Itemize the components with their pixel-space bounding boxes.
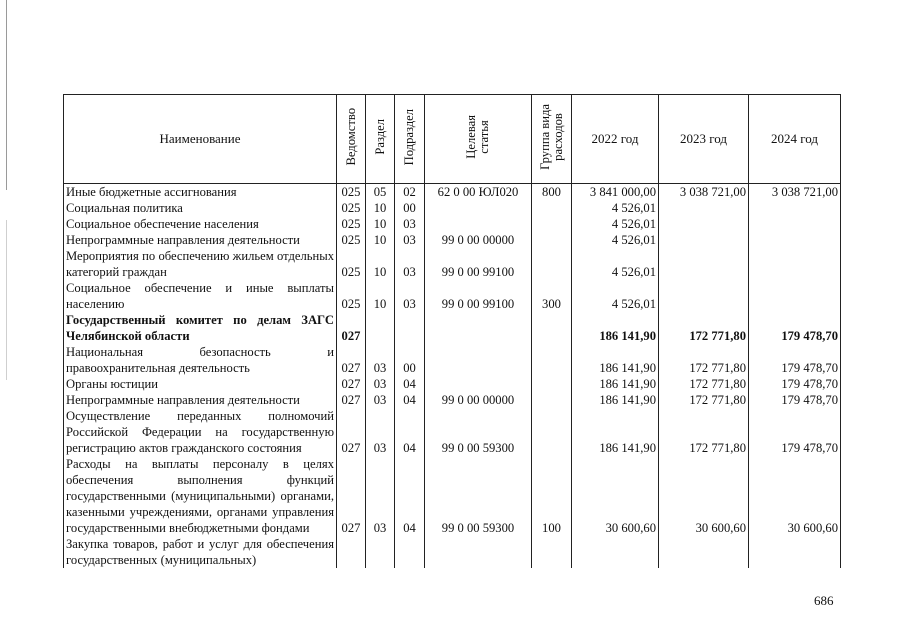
scan-edge-line	[6, 220, 7, 380]
row-2022: 4 526,01	[572, 280, 659, 312]
row-name: Закупка товаров, работ и услуг для обеспечения государственных (муниципальных)	[64, 536, 337, 568]
row-2022: 186 141,90	[572, 344, 659, 376]
row-target	[425, 312, 532, 344]
row-group	[532, 232, 572, 248]
row-subsection: 00	[395, 344, 425, 376]
row-2022: 4 526,01	[572, 200, 659, 216]
header-group: Группа вида расходов	[532, 95, 572, 184]
row-2022: 186 141,90	[572, 312, 659, 344]
row-name: Органы юстиции	[64, 376, 337, 392]
row-group: 300	[532, 280, 572, 312]
row-dept: 027	[337, 344, 366, 376]
row-dept	[337, 536, 366, 568]
row-2023: 172 771,80	[659, 376, 749, 392]
row-name: Расходы на выплаты персоналу в целях обеспечения выполнения функций государственными (муниципальными) органами, казенными учреждениями, органами управления государственными внебюджетными фондами	[64, 456, 337, 536]
row-2024	[749, 216, 841, 232]
row-section: 10	[366, 232, 395, 248]
row-subsection: 04	[395, 376, 425, 392]
row-target: 99 0 00 59300	[425, 456, 532, 536]
row-target	[425, 216, 532, 232]
page-number: 686	[814, 593, 834, 608]
row-2024: 179 478,70	[749, 376, 841, 392]
row-name: Социальное обеспечение и иные выплаты населению	[64, 280, 337, 312]
table-row	[64, 344, 841, 376]
row-target: 62 0 00 ЮЛ020	[425, 184, 532, 201]
row-target: 99 0 00 00000	[425, 232, 532, 248]
row-name: Социальная политика	[64, 200, 337, 216]
table-row	[64, 392, 841, 408]
header-year-2023: 2023 год	[659, 95, 749, 184]
row-dept: 025	[337, 248, 366, 280]
row-2022: 4 526,01	[572, 248, 659, 280]
header-dept: Ведомство	[337, 95, 366, 184]
table-row	[64, 536, 841, 568]
row-2024: 30 600,60	[749, 456, 841, 536]
row-2022: 3 841 000,00	[572, 184, 659, 201]
row-section: 03	[366, 344, 395, 376]
table-row	[64, 312, 841, 344]
row-group	[532, 392, 572, 408]
table-row	[64, 248, 841, 280]
row-section	[366, 536, 395, 568]
row-name: Социальное обеспечение населения	[64, 216, 337, 232]
row-2024: 3 038 721,00	[749, 184, 841, 201]
row-2024	[749, 200, 841, 216]
table-body	[64, 184, 841, 569]
table-row	[64, 408, 841, 456]
row-group	[532, 408, 572, 456]
row-2023: 30 600,60	[659, 456, 749, 536]
row-2024: 179 478,70	[749, 312, 841, 344]
row-section: 03	[366, 376, 395, 392]
row-2024	[749, 232, 841, 248]
row-section: 03	[366, 392, 395, 408]
row-dept: 025	[337, 200, 366, 216]
row-2023: 172 771,80	[659, 408, 749, 456]
row-2023	[659, 248, 749, 280]
table-header-row	[64, 95, 841, 184]
table-row	[64, 280, 841, 312]
row-section	[366, 312, 395, 344]
row-dept: 025	[337, 184, 366, 201]
row-2023	[659, 200, 749, 216]
row-2023: 172 771,80	[659, 392, 749, 408]
row-2024	[749, 248, 841, 280]
row-2024	[749, 536, 841, 568]
row-target	[425, 376, 532, 392]
row-2024: 179 478,70	[749, 392, 841, 408]
row-target: 99 0 00 59300	[425, 408, 532, 456]
row-name: Иные бюджетные ассигнования	[64, 184, 337, 201]
row-subsection: 04	[395, 456, 425, 536]
row-dept: 027	[337, 456, 366, 536]
row-2023	[659, 536, 749, 568]
row-2022: 186 141,90	[572, 408, 659, 456]
row-name: Непрограммные направления деятельности	[64, 392, 337, 408]
row-2023: 172 771,80	[659, 312, 749, 344]
row-name: Национальная безопасность и правоохранительная деятельность	[64, 344, 337, 376]
header-year-2022: 2022 год	[572, 95, 659, 184]
row-2023	[659, 280, 749, 312]
row-section: 10	[366, 200, 395, 216]
row-dept: 027	[337, 376, 366, 392]
table-row	[64, 456, 841, 536]
row-group	[532, 312, 572, 344]
row-group	[532, 200, 572, 216]
table-row	[64, 376, 841, 392]
row-group	[532, 536, 572, 568]
row-subsection: 00	[395, 200, 425, 216]
row-dept: 025	[337, 216, 366, 232]
row-subsection: 03	[395, 280, 425, 312]
row-2023	[659, 232, 749, 248]
table-row	[64, 232, 841, 248]
row-2023	[659, 216, 749, 232]
row-subsection: 04	[395, 408, 425, 456]
row-group	[532, 216, 572, 232]
row-2022	[572, 536, 659, 568]
row-name: Мероприятия по обеспечению жильем отдельных категорий граждан	[64, 248, 337, 280]
row-target: 99 0 00 00000	[425, 392, 532, 408]
budget-table	[63, 94, 841, 568]
row-name: Осуществление переданных полномочий Российской Федерации на государственную регистрацию актов гражданского состояния	[64, 408, 337, 456]
row-subsection: 04	[395, 392, 425, 408]
row-section: 10	[366, 280, 395, 312]
row-group	[532, 376, 572, 392]
row-2024: 179 478,70	[749, 408, 841, 456]
row-section: 10	[366, 216, 395, 232]
row-target: 99 0 00 99100	[425, 280, 532, 312]
row-dept: 025	[337, 280, 366, 312]
row-subsection: 03	[395, 248, 425, 280]
row-section: 10	[366, 248, 395, 280]
header-target: Целевая статья	[425, 95, 532, 184]
row-target	[425, 344, 532, 376]
table-row	[64, 184, 841, 201]
header-section: Раздел	[366, 95, 395, 184]
row-group: 800	[532, 184, 572, 201]
row-2022: 30 600,60	[572, 456, 659, 536]
row-2023: 172 771,80	[659, 344, 749, 376]
row-2024: 179 478,70	[749, 344, 841, 376]
row-group	[532, 248, 572, 280]
row-dept: 027	[337, 408, 366, 456]
row-target	[425, 200, 532, 216]
row-2023: 3 038 721,00	[659, 184, 749, 201]
table-row	[64, 216, 841, 232]
row-2022: 186 141,90	[572, 376, 659, 392]
header-subsection: Подраздел	[395, 95, 425, 184]
row-dept: 027	[337, 392, 366, 408]
row-group	[532, 344, 572, 376]
row-target: 99 0 00 99100	[425, 248, 532, 280]
row-target	[425, 536, 532, 568]
row-subsection: 03	[395, 232, 425, 248]
header-name: Наименование	[64, 95, 337, 184]
scan-edge-line	[6, 0, 7, 190]
row-subsection: 02	[395, 184, 425, 201]
row-dept: 027	[337, 312, 366, 344]
row-2022: 186 141,90	[572, 392, 659, 408]
row-dept: 025	[337, 232, 366, 248]
row-2022: 4 526,01	[572, 232, 659, 248]
row-2024	[749, 280, 841, 312]
row-name: Государственный комитет по делам ЗАГС Челябинской области	[64, 312, 337, 344]
header-year-2024: 2024 год	[749, 95, 841, 184]
row-section: 03	[366, 456, 395, 536]
table-row	[64, 200, 841, 216]
row-2022: 4 526,01	[572, 216, 659, 232]
row-subsection	[395, 312, 425, 344]
row-name: Непрограммные направления деятельности	[64, 232, 337, 248]
row-section: 03	[366, 408, 395, 456]
row-group: 100	[532, 456, 572, 536]
row-subsection: 03	[395, 216, 425, 232]
row-section: 05	[366, 184, 395, 201]
row-subsection	[395, 536, 425, 568]
